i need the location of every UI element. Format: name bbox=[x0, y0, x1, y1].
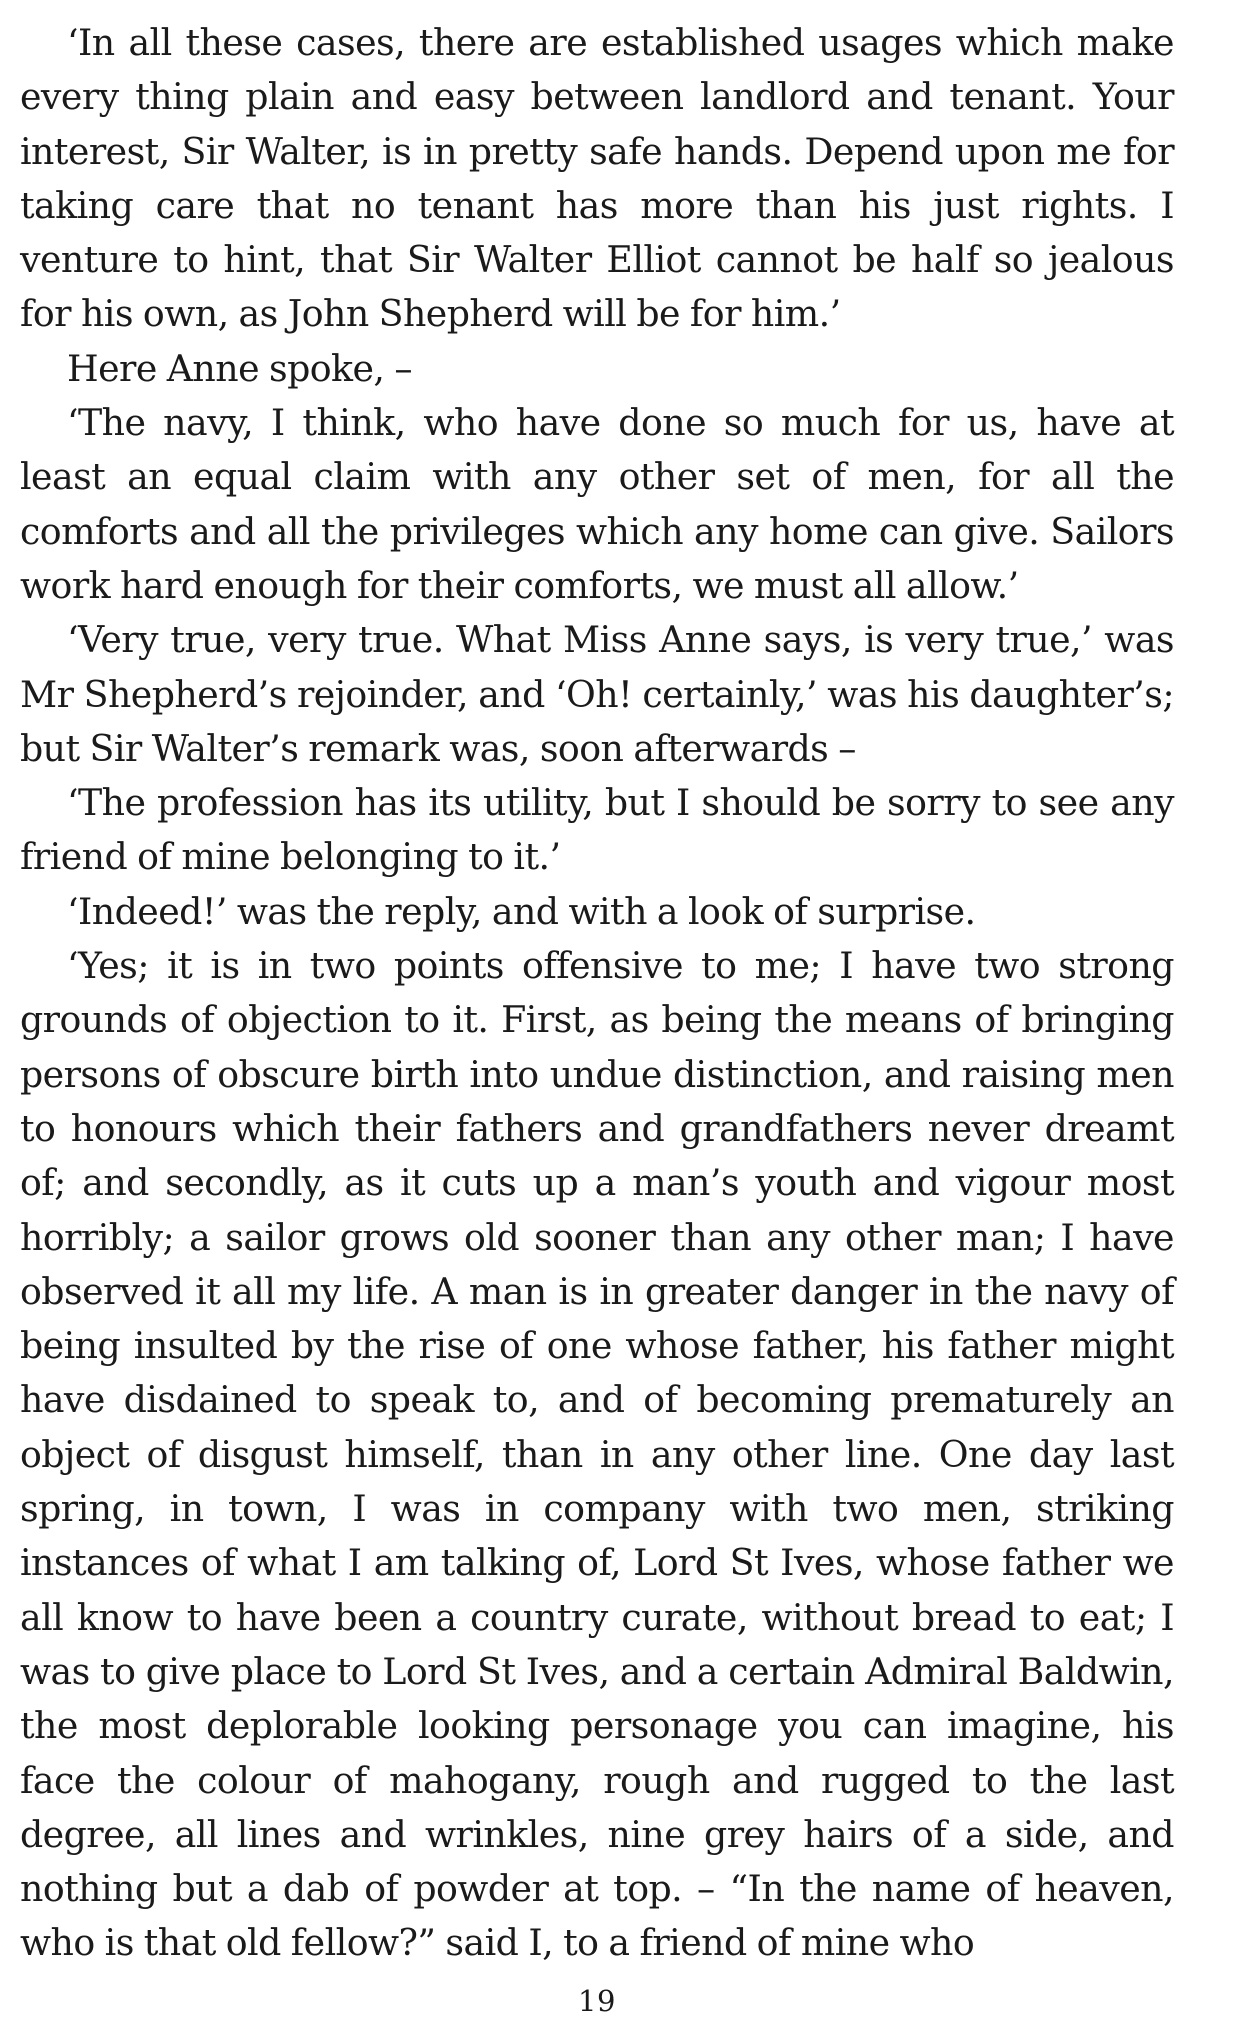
paragraph-two-objections: ‘Yes; it is in two points offensive to me; I have two strong grounds of objection to it. First, as being the means of bringing persons of obscure birth into undue distinction, and raising men to honours which their fathers and grandfathers never dreamt of; and secondly, as it cuts up a man’s youth and vigour most horribly; a sailor grows old sooner than any other man; I have observed it all my life. A man is in greater danger in the navy of being insulted by the rise of one whose father, his father might have disdained to speak to, and of becoming prematurely an object of disgust himself, than in any other line. One day last spring, in town, I was in company with two men, striking instances of what I am talking of, Lord St Ives, whose father we all know to have been a country curate, without bread to eat; I was to give place to Lord St Ives, and a certain Admiral Baldwin, the most deplorable looking personage you can imagine, his face the colour of mahogany, rough and rugged to the last degree, all lines and wrinkles, nine grey hairs of a side, and nothing but a dab of powder at top. – “In the name of heaven, who is that old fellow?” said I, to a friend of mine who bbox=[20, 944, 1174, 1965]
page-number: 19 bbox=[578, 1984, 616, 2018]
paragraph-profession-utility: ‘The profession has its utility, but I should be sorry to see any friend of mine belonging to it.’ bbox=[20, 781, 1174, 879]
paragraph-indeed-reply: ‘Indeed!’ was the reply, and with a look of surprise. bbox=[67, 889, 976, 933]
paragraph-shepherd-assurance: ‘In all these cases, there are established usages which make every thing plain and easy between landlord and tenant. Your interest, Sir Walter, is in pretty safe hands. Depend upon me for taking care that no tenant has more than his just rights. I venture to hint, that Sir Walter Elliot cannot be half so jealous for his own, as John Shepherd will be for him.’ bbox=[20, 21, 1174, 336]
paragraph-anne-spoke: Here Anne spoke, – bbox=[67, 346, 413, 390]
paragraph-navy-claim: ‘The navy, I think, who have done so much for us, have at least an equal claim with any other set of men, for all the comforts and all the privileges which any home can give. Sailors work hard enough for their comforts, we must all allow.’ bbox=[20, 401, 1174, 607]
body-text bbox=[20, 16, 1174, 1971]
paragraph-shepherd-rejoinder: ‘Very true, very true. What Miss Anne says, is very true,’ was Mr Shepherd’s rejoinder, and ‘Oh! certainly,’ was his daughter’s; but Sir Walter’s remark was, soon afterwards – bbox=[20, 618, 1174, 770]
